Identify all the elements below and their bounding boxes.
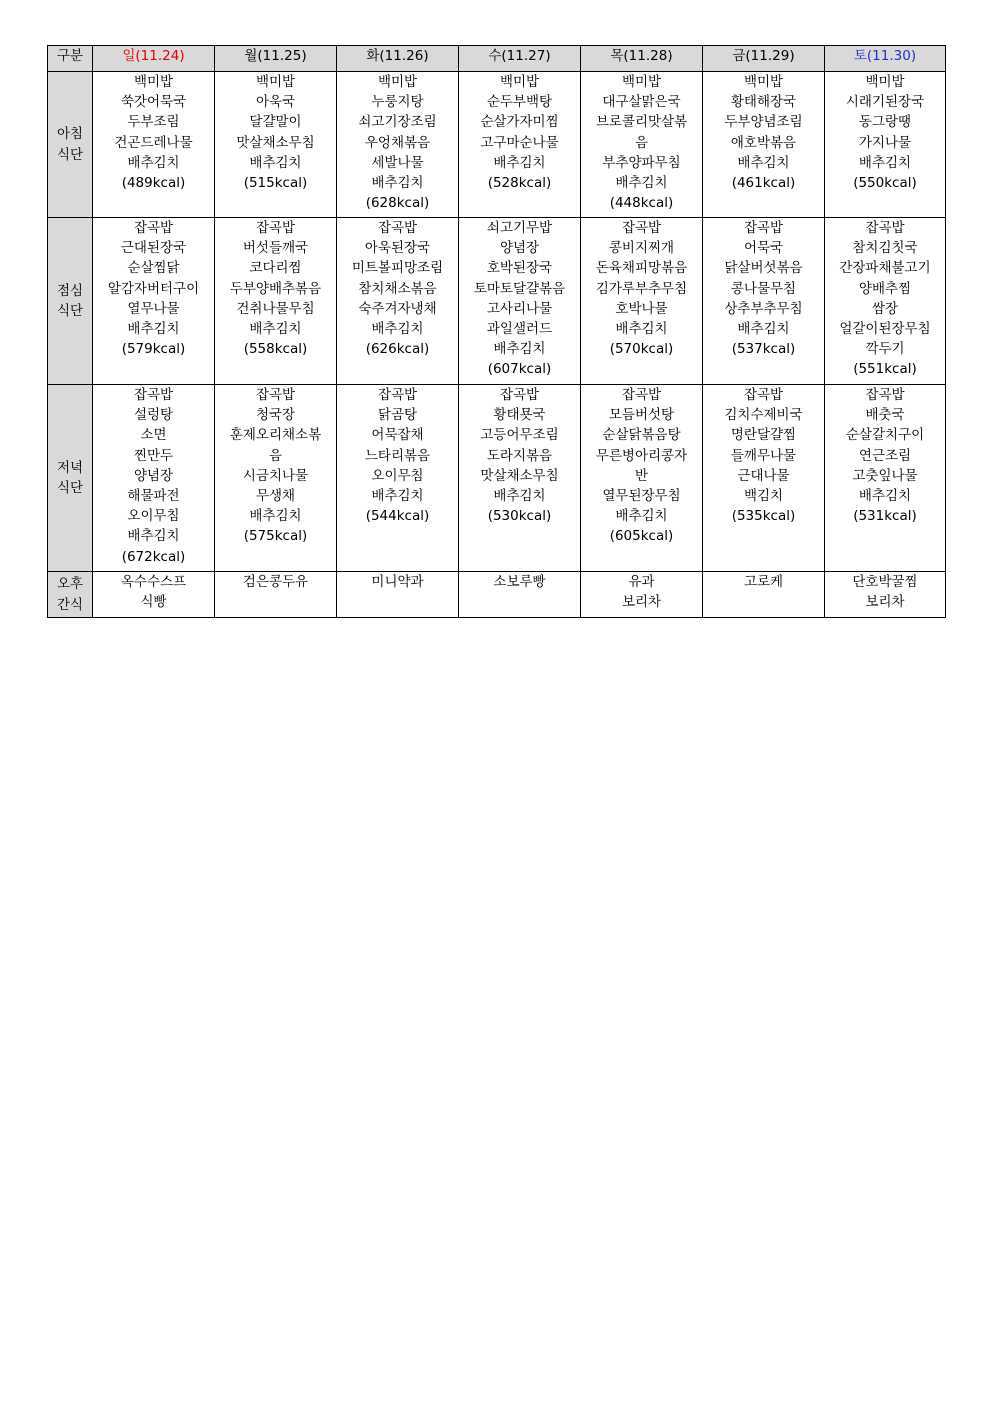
dish-item: 무른병아리콩자	[595, 447, 688, 464]
meal-label	[48, 385, 93, 572]
dish-item: (448kcal)	[609, 195, 674, 212]
header-day-mon: 월(11.25)	[215, 46, 337, 72]
dish-item: 도라지볶음	[486, 447, 553, 464]
dish-item: 무생채	[255, 488, 296, 505]
dish-item: 음	[268, 447, 283, 464]
dish-item: 배추김치	[127, 321, 180, 338]
dish-item: 닭곰탕	[377, 407, 418, 424]
dish-item: 배추김치	[493, 341, 546, 358]
dish-item: 얼갈이된장무침	[839, 321, 931, 338]
dish-item: 근대된장국	[120, 240, 187, 257]
menu-cell-tue	[337, 572, 459, 618]
dish-item: 고등어무조림	[480, 427, 559, 444]
dish-item: 유과	[628, 574, 655, 590]
dish-item: 동그랑땡	[858, 114, 912, 131]
dish-item: (626kcal)	[365, 341, 430, 358]
dish-item: (461kcal)	[731, 175, 796, 192]
dish-item: 배추김치	[493, 488, 546, 505]
menu-cell-wed	[459, 218, 581, 385]
dish-item: (607kcal)	[487, 361, 552, 378]
dish-item: 두부양념조림	[724, 114, 803, 131]
dish-item: 콩비지찌개	[608, 240, 675, 257]
dish-item: 배추김치	[249, 321, 302, 338]
dish-item: 해물파전	[127, 488, 180, 505]
dish-item: 검은콩두유	[242, 574, 309, 590]
dish-item: 두부양배추볶음	[229, 280, 322, 297]
dish-item: 배추김치	[737, 321, 790, 338]
dish-item: 잡곡밥	[255, 220, 296, 236]
dish-item: 보리차	[865, 594, 905, 611]
dish-item: 배추김치	[127, 154, 180, 171]
dish-item: 참치채소볶음	[358, 280, 437, 297]
dish-item: 모듬버섯탕	[608, 407, 675, 424]
dish-item: 순살닭볶음탕	[602, 427, 681, 444]
dish-item: 고로케	[743, 574, 784, 590]
dish-item: 세발나물	[371, 154, 424, 171]
dish-item: 배추김치	[249, 508, 302, 525]
dish-item: 애호박볶음	[730, 134, 797, 151]
menu-cell-tue	[337, 385, 459, 572]
breakfast-row	[48, 72, 946, 218]
dish-item: 잡곡밥	[133, 220, 174, 236]
dish-item: 잡곡밥	[377, 220, 418, 236]
header-day-fri: 금(11.29)	[703, 46, 825, 72]
dish-item: (551kcal)	[853, 361, 917, 378]
dish-item: 백김치	[743, 488, 784, 505]
header-label: 구분	[48, 46, 93, 72]
dish-item: 반	[634, 467, 649, 484]
dish-item: 잡곡밥	[865, 387, 905, 403]
dish-item: 숙주겨자냉채	[358, 300, 437, 317]
dish-item: 순살갈치구이	[845, 427, 925, 444]
dish-item: 열무나물	[127, 300, 180, 317]
dish-item: (550kcal)	[853, 175, 917, 192]
menu-cell-fri	[703, 385, 825, 572]
dish-item: 백미밥	[499, 74, 540, 90]
dish-item: 맛살채소무침	[480, 467, 559, 484]
weekly-meal-table	[47, 45, 946, 618]
dish-item: 김가루부추무침	[595, 280, 688, 297]
dish-item: 호박나물	[615, 300, 668, 317]
dish-item: 백미밥	[255, 74, 296, 90]
dish-item: 배추김치	[858, 488, 912, 505]
dish-item: 보리차	[621, 594, 662, 611]
menu-cell-mon	[215, 385, 337, 572]
dish-item: 양념장	[499, 240, 540, 257]
dish-item: 배추김치	[737, 154, 790, 171]
dish-item: 잡곡밥	[255, 387, 296, 403]
dish-item: 잡곡밥	[133, 387, 174, 403]
dish-item: 달걀말이	[249, 114, 302, 131]
header-day-sun: 일(11.24)	[93, 46, 215, 72]
menu-cell-thu	[581, 385, 703, 572]
dish-item: 근대나물	[737, 467, 790, 484]
dish-item: 백미밥	[621, 74, 662, 90]
dish-item: 옥수수스프	[120, 574, 187, 590]
menu-cell-sat	[825, 72, 946, 218]
dish-item: 배추김치	[371, 488, 424, 505]
dish-item: 찐만두	[133, 447, 174, 464]
dish-item: 고춧잎나물	[852, 467, 918, 484]
menu-cell-mon	[215, 218, 337, 385]
dish-item: (530kcal)	[487, 508, 552, 525]
dish-item: 잡곡밥	[621, 220, 662, 236]
dish-item: 설렁탕	[133, 407, 174, 424]
meal-label-line: 점심	[56, 282, 84, 299]
meal-label-line: 식단	[56, 146, 84, 163]
dish-item: (605kcal)	[609, 528, 674, 545]
dish-item: 건취나물무침	[236, 300, 315, 317]
dish-item: (579kcal)	[121, 341, 186, 358]
dish-item: 과일샐러드	[486, 321, 553, 338]
menu-cell-thu	[581, 218, 703, 385]
menu-cell-sat	[825, 572, 946, 618]
dish-item: 잡곡밥	[377, 387, 418, 403]
dish-item: 고구마순나물	[480, 134, 559, 151]
dish-item: 토마토달걀볶음	[473, 280, 566, 297]
dish-item: (544kcal)	[365, 508, 430, 525]
dish-item: (537kcal)	[731, 341, 796, 358]
dish-item: 백미밥	[865, 74, 905, 90]
dish-item: 가지나물	[858, 134, 912, 151]
dish-item: 시래기된장국	[845, 94, 925, 111]
dish-item: 대구살맑은국	[602, 94, 681, 111]
meal-label	[48, 218, 93, 385]
dish-item: 고사리나물	[486, 300, 553, 317]
dish-item: 아욱국	[255, 94, 296, 111]
menu-cell-wed	[459, 72, 581, 218]
menu-cell-fri	[703, 72, 825, 218]
dish-item: (558kcal)	[243, 341, 308, 358]
snack-row	[48, 572, 946, 618]
dish-item: (489kcal)	[121, 175, 186, 192]
dish-item: 깍두기	[865, 341, 905, 358]
dish-item: 단호박꿀찜	[852, 574, 918, 590]
dish-item: 김치수제비국	[724, 407, 803, 424]
menu-cell-mon	[215, 572, 337, 618]
menu-cell-mon	[215, 72, 337, 218]
dish-item: 코다리찜	[249, 260, 302, 277]
meal-label	[48, 572, 93, 618]
dish-item: 잡곡밥	[743, 387, 784, 403]
meal-label-line: 아침	[56, 126, 84, 143]
dish-item: 잡곡밥	[743, 220, 784, 236]
dish-item: 배추김치	[371, 321, 424, 338]
header-day-thu: 목(11.28)	[581, 46, 703, 72]
dish-item: (515kcal)	[243, 175, 308, 192]
menu-cell-tue	[337, 72, 459, 218]
dish-item: (531kcal)	[853, 508, 917, 525]
menu-cell-fri	[703, 572, 825, 618]
dish-item: 쇠고기무밥	[486, 220, 553, 236]
menu-cell-wed	[459, 572, 581, 618]
dish-item: (528kcal)	[487, 175, 552, 192]
dish-item: 부추양파무침	[602, 154, 681, 171]
meal-label-line: 오후	[56, 576, 84, 593]
dish-item: 배추김치	[127, 528, 180, 545]
meal-label-line: 간식	[56, 596, 84, 613]
header-day-sat: 토(11.30)	[825, 46, 946, 72]
meal-label-line: 저녁	[56, 459, 84, 476]
dish-item: 쑥갓어묵국	[120, 94, 187, 111]
dish-item: 아욱된장국	[364, 240, 431, 257]
dish-item: 식빵	[140, 594, 167, 611]
dish-item: 순살가자미찜	[480, 114, 559, 131]
dish-item: 순두부백탕	[486, 94, 553, 111]
dish-item: 미니약과	[371, 574, 424, 590]
dish-item: 상추부추무침	[724, 300, 803, 317]
dish-item: (575kcal)	[243, 528, 308, 545]
dish-item: 호박된장국	[486, 260, 553, 277]
dish-item: 배추김치	[371, 175, 424, 192]
dish-item: 콩나물무침	[730, 280, 797, 297]
dish-item: 두부조림	[127, 114, 180, 131]
menu-cell-sun	[93, 572, 215, 618]
dish-item: 맛살채소무침	[236, 134, 315, 151]
dish-item: 간장파채불고기	[839, 260, 931, 277]
dish-item: 어묵잡채	[371, 427, 424, 444]
dish-item: 건곤드레나물	[114, 134, 193, 151]
header-day-wed: 수(11.27)	[459, 46, 581, 72]
dish-item: 소면	[140, 427, 167, 444]
meal-label	[48, 72, 93, 218]
dish-item: 배추김치	[249, 154, 302, 171]
dish-item: 백미밥	[377, 74, 418, 90]
dish-item: 시금치나물	[242, 467, 309, 484]
dish-item: (570kcal)	[609, 341, 674, 358]
dish-item: 음	[634, 134, 649, 151]
dish-item: 연근조림	[858, 447, 912, 464]
dish-item: 어묵국	[743, 240, 784, 257]
dish-item: 배추김치	[493, 154, 546, 171]
dish-item: 배춧국	[865, 407, 905, 424]
dish-item: 우엉채볶음	[364, 134, 431, 151]
menu-cell-fri	[703, 218, 825, 385]
dish-item: 쌈장	[871, 300, 899, 317]
dinner-row	[48, 385, 946, 572]
dish-item: 닭살버섯볶음	[724, 260, 803, 277]
dish-item: 배추김치	[858, 154, 912, 171]
dish-item: (672kcal)	[121, 548, 186, 565]
dish-item: 쇠고기장조림	[358, 114, 437, 131]
menu-cell-thu	[581, 572, 703, 618]
dish-item: 미트볼피망조림	[351, 260, 444, 277]
menu-cell-thu	[581, 72, 703, 218]
meal-label-line: 식단	[56, 303, 84, 319]
menu-cell-wed	[459, 385, 581, 572]
menu-cell-sun	[93, 72, 215, 218]
menu-cell-sat	[825, 385, 946, 572]
dish-item: 열무된장무침	[602, 488, 681, 505]
dish-item: 배추김치	[615, 175, 668, 192]
dish-item: 양념장	[133, 467, 174, 484]
dish-item: 잡곡밥	[865, 220, 905, 236]
dish-item: 버섯들깨국	[242, 240, 309, 257]
dish-item: 배추김치	[615, 508, 668, 525]
dish-item: 황태해장국	[730, 94, 797, 111]
dish-item: (535kcal)	[731, 508, 796, 525]
lunch-row	[48, 218, 946, 385]
dish-item: 황태묫국	[493, 407, 546, 424]
dish-item: 양배추찜	[858, 280, 912, 297]
dish-item: 잡곡밥	[499, 387, 540, 403]
dish-item: 알감자버터구이	[107, 280, 200, 297]
dish-item: 청국장	[255, 407, 296, 424]
dish-item: 잡곡밥	[621, 387, 662, 403]
header-row	[48, 46, 946, 72]
dish-item: (628kcal)	[365, 195, 430, 212]
dish-item: 백미밥	[133, 74, 174, 90]
dish-item: 돈육채피망볶음	[595, 260, 688, 277]
dish-item: 들깨무나물	[730, 447, 797, 464]
menu-cell-sun	[93, 385, 215, 572]
dish-item: 느타리볶음	[364, 447, 431, 464]
dish-item: 브로콜리맛살볶	[595, 114, 688, 131]
menu-cell-sun	[93, 218, 215, 385]
header-day-tue: 화(11.26)	[337, 46, 459, 72]
dish-item: 오이무침	[127, 508, 180, 525]
dish-item: 배추김치	[615, 321, 668, 338]
dish-item: 소보루빵	[493, 574, 546, 590]
menu-cell-sat	[825, 218, 946, 385]
meal-label-line: 식단	[56, 480, 84, 496]
dish-item: 훈제오리채소볶	[229, 427, 322, 444]
dish-item: 누룽지탕	[371, 94, 424, 111]
menu-cell-tue	[337, 218, 459, 385]
dish-item: 참치김칫국	[852, 240, 918, 257]
dish-item: 순살찜닭	[127, 260, 180, 277]
dish-item: 명란달걀찜	[730, 427, 797, 444]
dish-item: 백미밥	[743, 74, 784, 90]
dish-item: 오이무침	[371, 467, 424, 484]
